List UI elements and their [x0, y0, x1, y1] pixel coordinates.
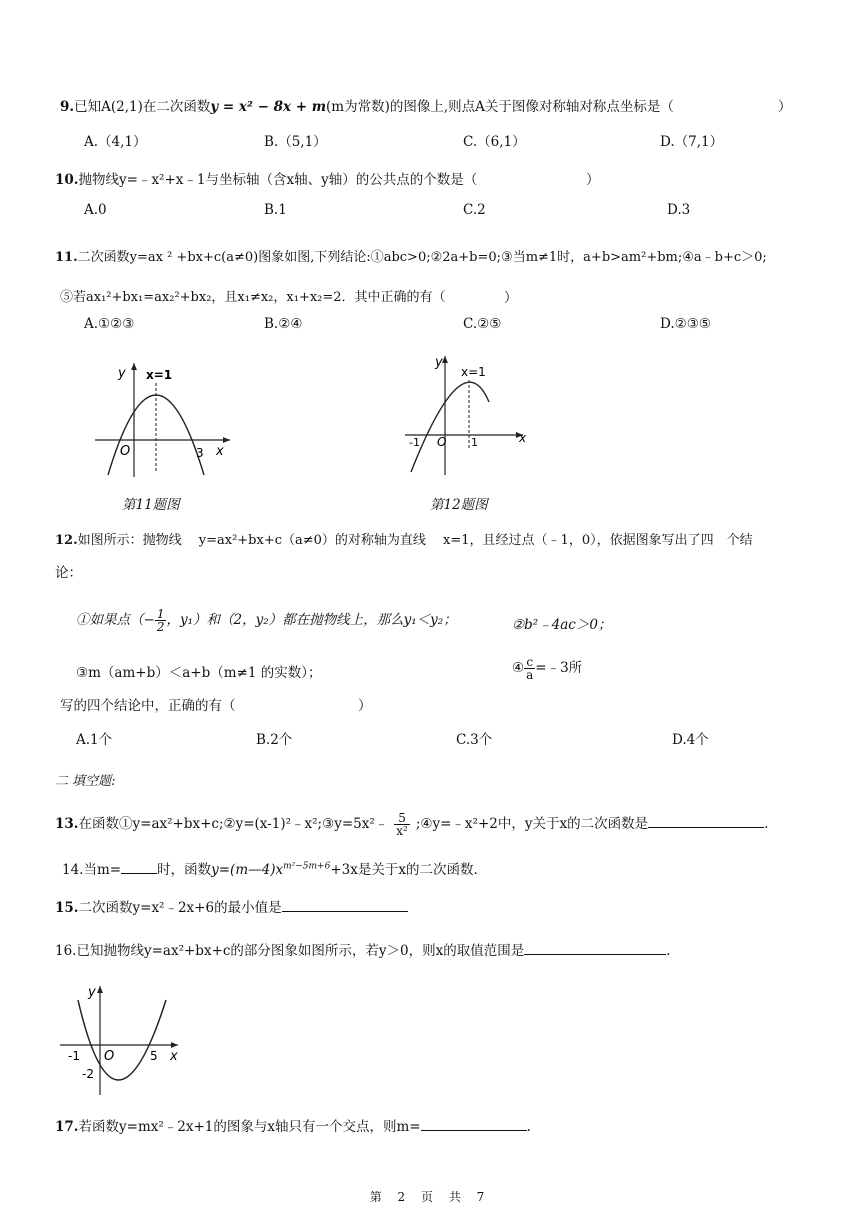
- option-b: B.②④: [264, 316, 303, 332]
- fraction-numerator: c: [524, 656, 535, 669]
- answer-blank[interactable]: [524, 940, 666, 955]
- option-b: B.（5,1）: [264, 134, 327, 150]
- neg-one-label: -1: [68, 1049, 80, 1063]
- question-12-line2: 论：: [55, 565, 82, 581]
- question-text: 时，函数: [157, 862, 212, 878]
- answer-paren-close: ）: [778, 99, 792, 115]
- origin-label: O: [104, 1049, 115, 1064]
- option-d: D.②③⑤: [660, 316, 711, 332]
- fraction-denominator: a: [526, 668, 534, 682]
- parabola-curve: [411, 382, 489, 472]
- option-c: C.（6,1）: [463, 134, 526, 150]
- question-10: [55, 168, 477, 188]
- conclusion-text: ，y₁）和（2，y₂）都在抛物线上，那么y₁＜y₂；: [166, 612, 457, 628]
- option-c: C.3个: [456, 732, 493, 748]
- answer-blank[interactable]: [648, 813, 764, 828]
- question-11: [55, 246, 767, 265]
- answer-blank[interactable]: [421, 1116, 527, 1131]
- x-axis-label: x: [216, 444, 224, 459]
- question-number: 13.: [55, 816, 79, 832]
- answer-paren-close: ）: [358, 698, 372, 714]
- question-text: 抛物线y=﹣x²+x﹣1与坐标轴（含x轴、y轴）的公共点的个数是（: [78, 172, 478, 188]
- figure-11-graph: [90, 355, 240, 480]
- option-a: A.0: [84, 202, 107, 218]
- question-17: [55, 1115, 531, 1135]
- question-text: 当m=: [83, 862, 122, 878]
- option-a: A.（4,1）: [84, 134, 147, 150]
- question-number: 16.: [55, 943, 77, 959]
- question-text: 二次函数y=ax ² +bx+c(a≠0)图象如图,下列结论:①abc>0;②2a+b=0;③当m≠1时，a+b>am²+bm;④a﹣b+c＞0;: [77, 250, 767, 265]
- x-axis-label: x: [519, 431, 527, 445]
- option-d: D.4个: [672, 732, 709, 748]
- question-number: 12.: [55, 533, 78, 548]
- question-14: [62, 858, 478, 878]
- question-16: [55, 939, 671, 959]
- fraction-numerator: 1: [156, 607, 165, 621]
- figure-12-caption: 第12题图: [430, 497, 488, 513]
- x-axis-label: x: [170, 1049, 178, 1064]
- question-number: 17.: [55, 1119, 79, 1135]
- answer-paren-close: ）: [586, 172, 600, 188]
- question-number: 15.: [55, 900, 79, 916]
- fraction-denominator: 2: [156, 620, 165, 634]
- conclusion-text: =﹣3所: [535, 660, 583, 676]
- question-text: ;④y=﹣x²+2中，y关于x的二次函数是: [415, 816, 649, 832]
- page-footer: 第 2 页 共 7: [369, 1190, 491, 1204]
- question-text: 已知抛物线y=ax²+bx+c的部分图象如图所示，若y＞0，则x的取值范围是: [76, 943, 525, 959]
- conclusion-3: ③m（am+b）＜a+b（m≠1 的实数）；: [76, 665, 322, 681]
- section-title: 二 填空题:: [55, 774, 116, 789]
- fraction-denominator: x²: [396, 824, 408, 838]
- fraction: [155, 608, 167, 633]
- question-text: +3x是关于x的二次函数.: [330, 862, 478, 878]
- conclusion-text: ④: [512, 660, 525, 676]
- question-number: 14.: [62, 862, 84, 878]
- question-13: [55, 812, 768, 837]
- question-text: 二次函数y=x²﹣2x+6的最小值是: [78, 900, 282, 916]
- y-intercept-label: -2: [82, 1067, 94, 1081]
- y-axis-label: y: [118, 366, 126, 381]
- y-axis-label: y: [435, 355, 443, 370]
- formula: y=(m—4)x: [211, 862, 284, 878]
- figure-11-caption: 第11题图: [122, 497, 180, 513]
- question-text: 已知A(2,1)在二次函数: [74, 99, 211, 115]
- question-number: 10.: [55, 172, 79, 188]
- period: .: [764, 816, 769, 832]
- option-b: B.1: [264, 202, 287, 218]
- figure-12-graph: [405, 350, 535, 480]
- formula: y = x² − 8x + m: [210, 99, 327, 115]
- exponent: m²−5m+6: [283, 861, 331, 872]
- one-label: 1: [471, 436, 478, 449]
- root-label: 3: [196, 446, 204, 460]
- question-12-end: 写的四个结论中，正确的有（: [60, 698, 236, 714]
- conclusion-text: ①如果点（−: [76, 612, 155, 628]
- question-number: 11.: [55, 250, 78, 265]
- option-c: C.②⑤: [463, 316, 502, 332]
- fraction: [394, 812, 410, 837]
- y-axis-label: y: [88, 985, 96, 1000]
- origin-label: O: [120, 444, 131, 459]
- answer-blank[interactable]: [121, 859, 157, 874]
- question-11-line2: ⑤若ax₁²+bx₁=ax₂²+bx₂，且x₁≠x₂，x₁+x₂=2．其中正确的有（: [60, 290, 446, 305]
- question-text: 若函数y=mx²﹣2x+1的图象与x轴只有一个交点，则m=: [78, 1119, 421, 1135]
- question-text: (m为常数)的图像上,则点A关于图像对称轴对称点坐标是（: [326, 99, 674, 115]
- period: .: [526, 1119, 531, 1135]
- x-axis-arrow-icon: [171, 1042, 178, 1048]
- root-label: 5: [150, 1049, 158, 1063]
- fraction: [524, 656, 535, 681]
- question-12: [55, 529, 753, 548]
- option-b: B.2个: [256, 732, 293, 748]
- question-9: [60, 95, 674, 115]
- answer-blank[interactable]: [282, 897, 408, 912]
- option-c: C.2: [463, 202, 486, 218]
- option-d: D.（7,1）: [660, 134, 724, 150]
- y-axis-arrow-icon: [131, 363, 137, 370]
- option-a: A.①②③: [84, 316, 135, 332]
- origin-label: O: [437, 435, 447, 449]
- conclusion-1: [76, 608, 457, 633]
- x-axis-arrow-icon: [223, 437, 230, 443]
- question-text: 如图所示：抛物线 y=ax²+bx+c（a≠0）的对称轴为直线 x=1，且经过点（﹣1，0），依据图象写出了四 个结: [77, 533, 753, 548]
- neg-one-label: -1: [409, 436, 420, 449]
- fraction-numerator: 5: [394, 812, 410, 825]
- option-d: D.3: [667, 202, 691, 218]
- y-axis-arrow-icon: [442, 356, 448, 363]
- question-15: [55, 896, 408, 916]
- conclusion-4: [512, 656, 582, 681]
- y-axis-arrow-icon: [97, 986, 103, 993]
- period: .: [666, 943, 671, 959]
- answer-paren-close: ）: [504, 290, 518, 306]
- symmetry-label: x=1: [146, 368, 173, 382]
- symmetry-label: x=1: [461, 365, 486, 379]
- figure-16-graph: [60, 980, 190, 1098]
- option-a: A.1个: [76, 732, 113, 748]
- question-text: 在函数①y=ax²+bx+c;②y=(x-1)²﹣x²;③y=5x²﹣: [78, 816, 389, 832]
- question-number: 9.: [60, 99, 75, 115]
- conclusion-2: ②b²﹣4ac＞0；: [512, 617, 612, 633]
